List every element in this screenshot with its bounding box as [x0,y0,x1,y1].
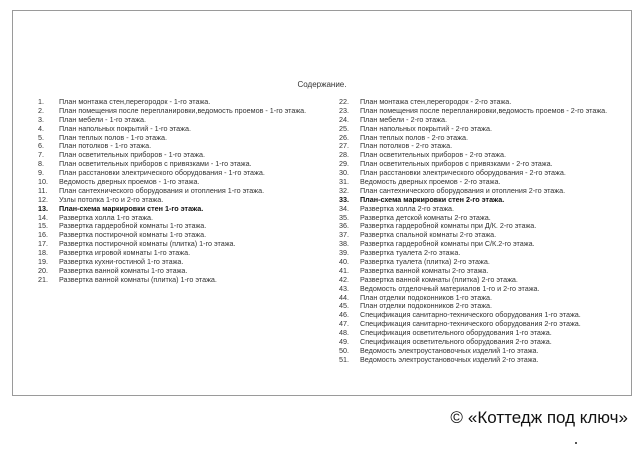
contents-item-number: 34. [339,203,349,213]
contents-item-number: 51. [339,354,349,364]
contents-item-number: 45. [339,301,349,311]
contents-item-text: Развертка детской комнаты 2-го этажа. [360,212,491,222]
contents-item-number: 17. [38,239,48,249]
contents-item-number: 32. [339,185,349,195]
contents-item-number: 47. [339,319,349,329]
document-sheet [12,10,632,396]
contents-item-text: Развертка туалета (плитка) 2-го этажа. [360,257,490,267]
contents-item-text: План осветительных приборов с привязками - 1-го этажа. [59,159,252,169]
contents-item-number: 18. [38,248,48,258]
contents-item-number: 8. [38,159,44,169]
contents-item-number: 26. [339,132,349,142]
contents-item-number: 48. [339,328,349,338]
contents-item-number: 4. [38,123,44,133]
contents-item-number: 29. [339,159,349,169]
contents-item-text: План осветительных приборов - 1-го этажа. [59,150,205,160]
contents-item-text: Развертка холла 2-го этажа. [360,203,455,213]
contents-item-text: План мебели - 1-го этажа. [59,114,146,124]
contents-item-text: План теплых полов - 1-го этажа. [59,132,167,142]
contents-item-number: 19. [38,257,48,267]
contents-item-text: План потолков - 2-го этажа. [360,141,453,151]
contents-item-text: План помещения после перепланировки,ведомость проемов - 2-го этажа. [360,105,608,115]
contents-item-number: 14. [38,212,48,222]
contents-item-number: 42. [339,274,349,284]
contents-item-text: План сантехнического оборудования и отопления 2-го этажа. [360,185,566,195]
contents-item-number: 33. [339,194,349,204]
contents-item [38,276,348,285]
contents-item-number: 50. [339,345,349,355]
contents-left-column [38,98,348,285]
contents-item-number: 2. [38,105,44,115]
contents-item-text: Развертка ванной комнаты 1-го этажа. [59,265,188,275]
contents-item-text: План сантехнического оборудования и отопления 1-го этажа. [59,185,265,195]
contents-item-number: 10. [38,177,48,187]
contents-item-text: Развертка холла 1-го этажа. [59,212,154,222]
contents-item-number: 5. [38,132,44,142]
contents-item-text: План теплых полов - 2-го этажа. [360,132,468,142]
contents-title: Содержание. [297,80,347,89]
contents-item-text: План монтажа стен,перегородок - 2-го этажа. [360,97,512,106]
contents-item-text: План осветительных приборов - 2-го этажа. [360,150,506,160]
contents-item-number: 40. [339,257,349,267]
contents-item-text: План помещения после перепланировки,ведомость проемов - 1-го этажа. [59,105,307,115]
contents-item-text: Развертка игровой комнаты 1-го этажа. [59,248,191,258]
contents-item-number: 36. [339,221,349,231]
contents-item-number: 43. [339,283,349,293]
contents-right-column [339,98,629,365]
decorative-dot [575,442,577,444]
contents-item-number: 35. [339,212,349,222]
contents-item-text: Развертка постирочной комнаты 1-го этажа. [59,230,207,240]
contents-item-text: Развертка гардеробной комнаты при С/К.2-го этажа. [360,239,535,249]
contents-item-text: План монтажа стен,перегородок - 1-го этажа. [59,97,211,106]
contents-item-text: Спецификация санитарно-технического оборудования 2-го этажа. [360,319,581,329]
copyright-icon: © [450,408,463,427]
contents-item-text: Развертка туалета 2-го этажа. [360,248,461,258]
copyright-text: «Коттедж под ключ» [467,408,628,427]
contents-item-text: Спецификация санитарно-технического оборудования 1-го этажа. [360,310,581,320]
contents-item-number: 37. [339,230,349,240]
contents-item-text: Ведомость дверных проемов - 2-го этажа. [360,177,501,187]
contents-item-text: План-схема маркировки стен 1-го этажа. [59,203,204,213]
contents-item-text: План потолков - 1-го этажа. [59,141,152,151]
contents-item-text: Развертка гардеробной комнаты 1-го этажа. [59,221,207,231]
contents-item [339,356,629,365]
contents-item-text: Развертка ванной комнаты (плитка) 1-го этажа. [59,274,217,284]
contents-item-text: План-схема маркировки стен 2-го этажа. [360,194,505,204]
contents-item-text: План отделки подоконников 1-го этажа. [360,292,493,302]
contents-item-number: 1. [38,97,44,106]
contents-item-number: 30. [339,168,349,178]
contents-item-number: 11. [38,185,48,195]
contents-item-number: 9. [38,168,44,178]
contents-item-number: 12. [38,194,48,204]
contents-item-number: 46. [339,310,349,320]
contents-item-text: План отделки подоконников 2-го этажа. [360,301,493,311]
contents-item-text: План расстановки электрического оборудования - 2-го этажа. [360,168,566,178]
contents-item-number: 7. [38,150,44,160]
contents-item-number: 21. [38,274,48,284]
contents-item-number: 28. [339,150,349,160]
contents-item-number: 3. [38,114,44,124]
contents-item-text: Развертка спальной комнаты 2-го этажа. [360,230,497,240]
contents-item-text: Ведомость электроустановочных изделий 2-го этажа. [360,354,539,364]
contents-item-text: Спецификация осветительного оборудования 2-го этажа. [360,337,552,347]
contents-item-number: 15. [38,221,48,231]
contents-item-text: План осветительных приборов с привязками - 2-го этажа. [360,159,553,169]
contents-item-text: План напольных покрытий - 1-го этажа. [59,123,191,133]
contents-item-text: План расстановки электрического оборудования - 1-го этажа. [59,168,265,178]
contents-item-number: 24. [339,114,349,124]
contents-item-text: Узлы потолка 1-го и 2-го этажа. [59,194,164,204]
contents-item-number: 6. [38,141,44,151]
copyright-notice [450,408,628,428]
contents-item-number: 44. [339,292,349,302]
contents-item-number: 49. [339,337,349,347]
contents-item-number: 41. [339,265,349,275]
contents-item-text: Развертка постирочной комнаты (плитка) 1-го этажа. [59,239,236,249]
contents-item-number: 25. [339,123,349,133]
contents-item-number: 22. [339,97,349,106]
contents-item-text: Ведомость электроустановочных изделий 1-го этажа. [360,345,539,355]
contents-item-text: Развертка кухни-гостиной 1-го этажа. [59,257,184,267]
contents-item-text: План напольных покрытий - 2-го этажа. [360,123,492,133]
contents-item-text: План мебели - 2-го этажа. [360,114,447,124]
contents-item-text: Развертка ванной комнаты 2-го этажа. [360,265,489,275]
contents-item-text: Ведомость отделочный материалов 1-го и 2-го этажа. [360,283,540,293]
contents-item-number: 23. [339,105,349,115]
contents-item-number: 39. [339,248,349,258]
contents-item-text: Ведомость дверных проемов - 1-го этажа. [59,177,200,187]
contents-item-number: 38. [339,239,349,249]
contents-item-number: 27. [339,141,349,151]
contents-item-number: 31. [339,177,349,187]
contents-item-text: Развертка ванной комнаты (плитка) 2-го этажа. [360,274,518,284]
contents-item-number: 16. [38,230,48,240]
contents-item-text: Спецификация осветительного оборудования 1-го этажа. [360,328,552,338]
contents-item-number: 13. [38,203,48,213]
contents-item-number: 20. [38,265,48,275]
contents-item-text: Развертка гардеробной комнаты при Д/К. 2-го этажа. [360,221,537,231]
